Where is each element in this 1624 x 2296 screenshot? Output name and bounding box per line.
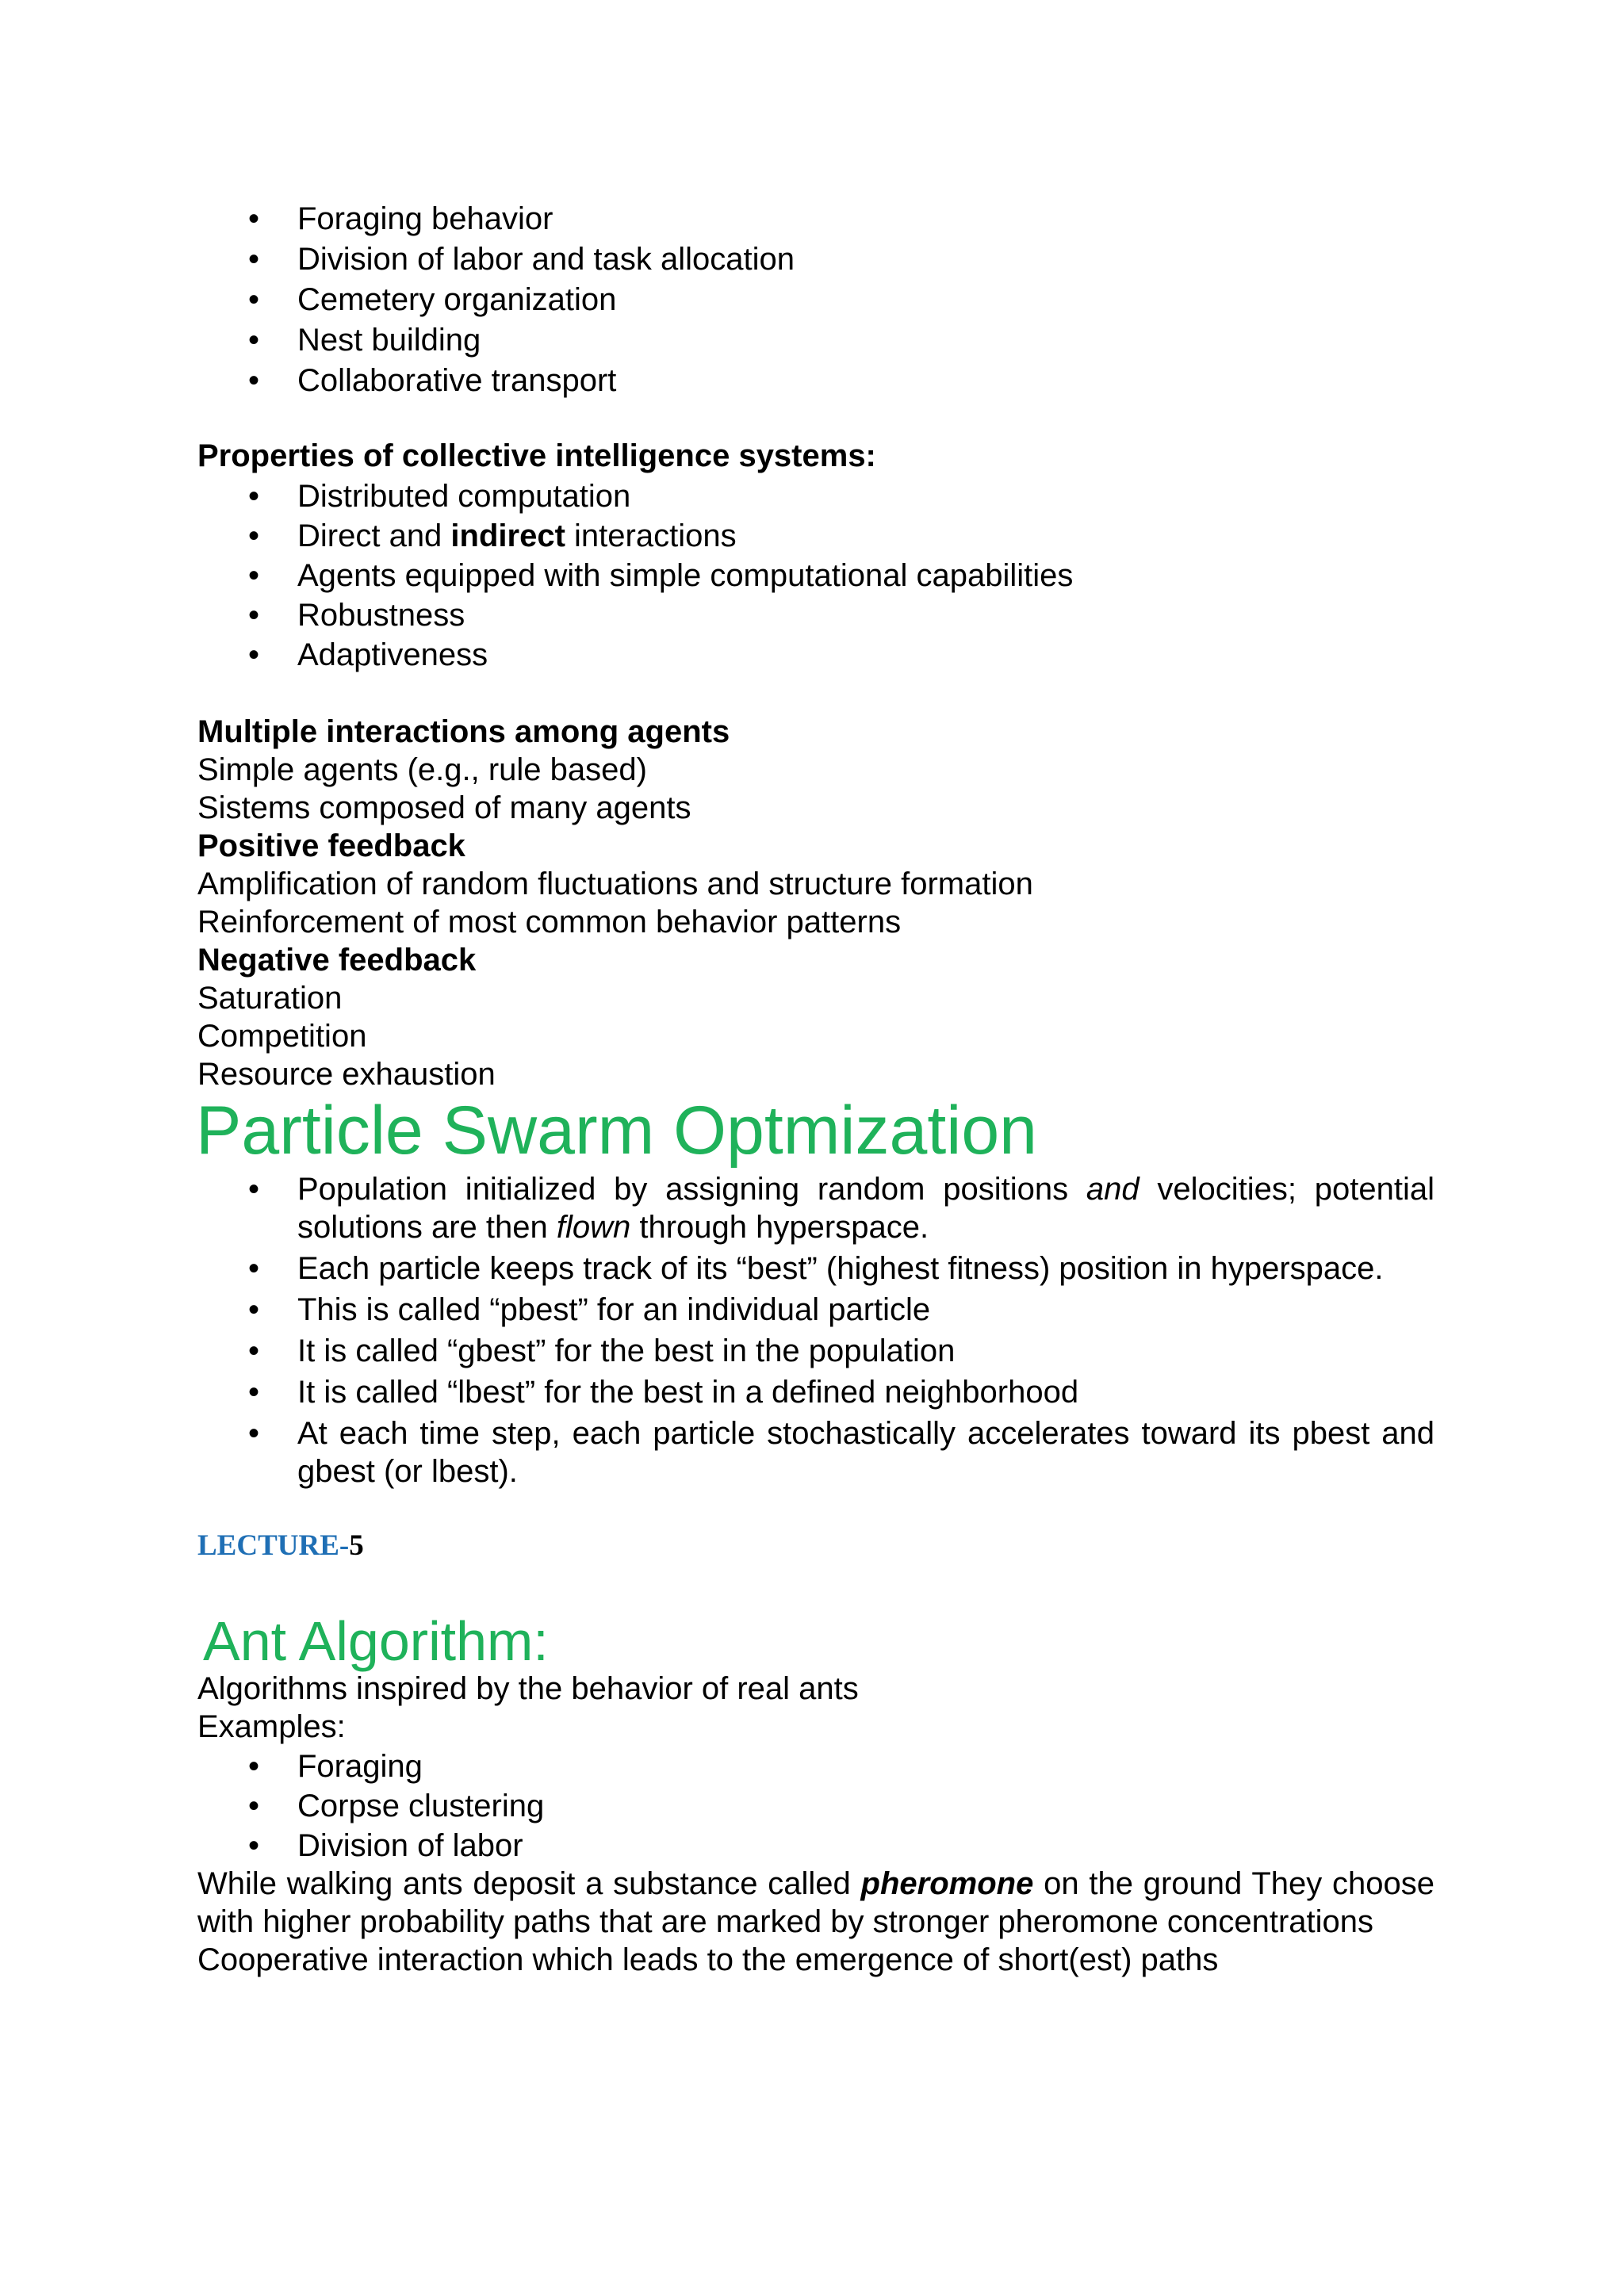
section-subheading: Multiple interactions among agents bbox=[197, 714, 730, 749]
text-line: Amplification of random fluctuations and structure formation bbox=[197, 867, 1033, 901]
list-item: • Cemetery organization bbox=[197, 281, 1434, 319]
section-subheading: Negative feedback bbox=[197, 943, 477, 978]
pso-list bbox=[197, 1170, 1434, 1490]
text-line: Saturation bbox=[197, 981, 343, 1016]
list-item: • Collaborative transport bbox=[197, 362, 1434, 400]
ant-intro bbox=[197, 1670, 1434, 1746]
text-line: Sistems composed of many agents bbox=[197, 790, 691, 825]
list-item: • Direct and indirect interactions bbox=[197, 517, 1434, 555]
list-item: • This is called “pbest” for an individual particle bbox=[197, 1291, 1434, 1329]
properties-heading: Properties of collective intelligence systems: bbox=[197, 438, 876, 473]
list-item: • At each time step, each particle stochastically accelerates toward its pbest and gbest (or lbest). bbox=[197, 1414, 1434, 1490]
list-item: • It is called “lbest” for the best in a defined neighborhood bbox=[197, 1373, 1434, 1411]
list-item: • It is called “gbest” for the best in the population bbox=[197, 1332, 1434, 1370]
list-item: • Corpse clustering bbox=[197, 1787, 1434, 1825]
properties-list bbox=[197, 477, 1434, 674]
text-line: Competition bbox=[197, 1019, 367, 1054]
list-item: • Division of labor and task allocation bbox=[197, 240, 1434, 278]
text-line: Algorithms inspired by the behavior of real ants bbox=[197, 1671, 859, 1706]
list-item: • Robustness bbox=[197, 596, 1434, 634]
pso-title: Particle Swarm Optmization bbox=[196, 1093, 1037, 1169]
section-subheading: Positive feedback bbox=[197, 828, 465, 863]
lecture-label: LECTURE-5 bbox=[197, 1529, 364, 1562]
behaviors-list bbox=[197, 200, 1434, 400]
ant-title: Ant Algorithm: bbox=[203, 1610, 549, 1672]
list-item: • Foraging behavior bbox=[197, 200, 1434, 238]
text-line: Reinforcement of most common behavior patterns bbox=[197, 905, 902, 939]
list-item: • Each particle keeps track of its “best” (highest fitness) position in hyperspace. bbox=[197, 1249, 1434, 1288]
text-line: Resource exhaustion bbox=[197, 1057, 496, 1092]
interactions-block bbox=[197, 713, 1434, 1093]
ant-examples-list bbox=[197, 1747, 1434, 1865]
text-line: Cooperative interaction which leads to the emergence of short(est) paths bbox=[197, 1942, 1219, 1977]
list-item: • Distributed computation bbox=[197, 477, 1434, 515]
ant-body bbox=[197, 1865, 1434, 1979]
list-item: • Foraging bbox=[197, 1747, 1434, 1785]
list-item: • Adaptiveness bbox=[197, 636, 1434, 674]
pheromone-paragraph: While walking ants deposit a substance called pheromone on the ground They choose with higher probability paths that are marked by stronger pheromone concentrations bbox=[197, 1866, 1435, 1939]
list-item: • Division of labor bbox=[197, 1827, 1434, 1865]
list-item: • Population initialized by assigning random positions and velocities; potential solutions are then flown through hyperspace. bbox=[197, 1170, 1434, 1246]
list-item: • Agents equipped with simple computational capabilities bbox=[197, 557, 1434, 595]
text-line: Examples: bbox=[197, 1709, 346, 1744]
text-line: Simple agents (e.g., rule based) bbox=[197, 752, 647, 787]
list-item: • Nest building bbox=[197, 321, 1434, 359]
